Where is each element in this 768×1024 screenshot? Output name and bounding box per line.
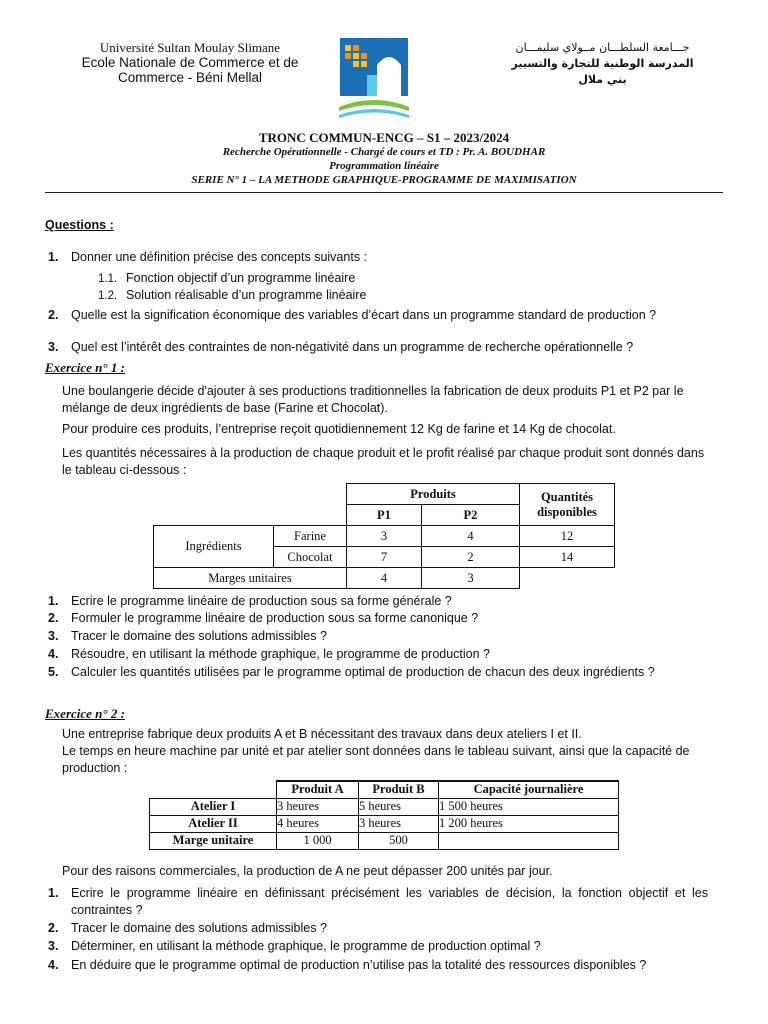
list-item: 3. Tracer le domaine des solutions admissibles ? [48,629,327,643]
table-cell: 7 [347,547,422,568]
table-cell: 1 500 heures [439,798,619,815]
exercise-2-table-intro: Le temps en heure machine par unité et par atelier sont données dans le tableau suivant, ainsi que la capacité de production : [62,744,690,775]
table-cell: 500 [359,832,439,849]
table-cell: 3 heures [277,798,359,815]
table-cell: 3 [422,568,520,589]
list-item: 1. Ecrire le programme linéaire en définissant précisément les variables de décision, la fonction objectif et les contraintes ? [48,886,708,917]
university-name: Université Sultan Moulay Slimane [99,40,281,55]
produit-b-header: Produit B [359,781,439,798]
atelier-2-label: Atelier II [150,815,277,832]
list-item: 1. Donner une définition précise des concepts suivants : [48,250,368,264]
produit-a-header: Produit A [277,781,359,798]
exercise-1-supply: Pour produire ces produits, l’entreprise reçoit quotidiennement 12 Kg de farine et 14 Kg de chocolat. [62,422,616,436]
quantites-header: Quantités disponibles [520,484,615,526]
table-cell: 12 [520,526,615,547]
ingredients-label: Ingrédients [154,526,274,568]
questions-heading: Questions : [45,218,114,232]
atelier-1-label: Atelier I [150,798,277,815]
school-name: Ecole Nationale de Commerce et de [81,55,299,70]
p1-header: P1 [347,505,422,526]
exercise-1-table-intro: Les quantités nécessaires à la production de chaque produit et le profit réalisé par chaque produit sont donnés dans le tableau ci-dessous : [62,446,705,477]
list-item: 1. Ecrire le programme linéaire de production sous sa forme générale ? [48,594,452,608]
table-cell: 3 heures [359,815,439,832]
capacite-header: Capacité journalière [439,781,619,798]
table-cell: 3 [347,526,422,547]
produits-header: Produits [347,484,520,505]
table-cell: 5 heures [359,798,439,815]
table-cell: 1 200 heures [439,815,619,832]
exercise-2-constraint: Pour des raisons commerciales, la production de A ne peut dépasser 200 unités par jour. [62,864,553,878]
list-item: 2. Quelle est la signification économique des variables d’écart dans un programme standard de production ? [48,308,657,322]
list-item: 2. Formuler le programme linéaire de production sous sa forme canonique ? [48,611,479,625]
school-logo [337,35,411,127]
sub-item: 1.2. Solution réalisable d’un programme linéaire [98,288,367,302]
arabic-header [500,40,705,88]
table-cell: 4 heures [277,815,359,832]
farine-label: Farine [274,526,347,547]
table-cell: 2 [422,547,520,568]
list-item: 4. En déduire que le programme optimal de production n’utilise pas la totalité des ressources disponibles ? [48,958,647,972]
list-item: 5. Calculer les quantités utilisées par le programme optimal de production de chacun des deux ingrédients ? [48,665,655,679]
list-item: 3. Déterminer, en utilisant la méthode graphique, le programme de production optimal ? [48,939,541,953]
table-cell: 4 [347,568,422,589]
exercise-1-heading: Exercice n° 1 : [45,360,125,375]
series-title: SERIE N° 1 – LA METHODE GRAPHIQUE-PROGRAMME DE MAXIMISATION [191,174,577,186]
exercise-1-intro: Une boulangerie décide d'ajouter à ses productions traditionnelles la fabrication de deux produits P1 et P2 par le mélange de deux ingrédients de base (Farine et Chocolat). [62,384,684,415]
exercise-2-heading: Exercice n° 2 : [45,706,125,721]
list-item: 3. Quel est l’intérêt des contraintes de non-négativité dans un programme de recherche opérationnelle ? [48,340,634,354]
header-divider [45,192,723,193]
ingredients-table [153,483,615,589]
course-name: Programmation linéaire [329,160,439,172]
table-cell [439,832,619,849]
arabic-university-name: جـــامعة السلطـــان مــولاي سليمـــان [515,41,690,54]
list-item: 4. Résoudre, en utilisant la méthode graphique, le programme de production ? [48,647,491,661]
p2-header: P2 [422,505,520,526]
table-cell: 14 [520,547,615,568]
list-item: 2. Tracer le domaine des solutions admissibles ? [48,921,327,935]
course-subtitle: Recherche Opérationnelle - Chargé de cours et TD : Pr. A. BOUDHAR [222,146,546,158]
ateliers-table [149,780,619,850]
marge-unitaire-label: Marge unitaire [150,832,277,849]
arabic-school-city: بني ملال [578,73,627,86]
university-header [60,40,320,85]
school-city: Commerce - Béni Mellal [117,70,263,85]
chocolat-label: Chocolat [274,547,347,568]
marges-label: Marges unitaires [154,568,347,589]
page-title: TRONC COMMUN-ENCG – S1 – 2023/2024 [258,130,510,145]
arabic-school-name: المدرسة الوطنية للتجارة والتسيير [511,57,694,70]
sub-item: 1.1. Fonction objectif d’un programme linéaire [98,271,356,285]
exercise-2-intro: Une entreprise fabrique deux produits A et B nécessitant des travaux dans deux ateliers I et II. [62,727,582,741]
table-cell: 1 000 [277,832,359,849]
table-cell: 4 [422,526,520,547]
